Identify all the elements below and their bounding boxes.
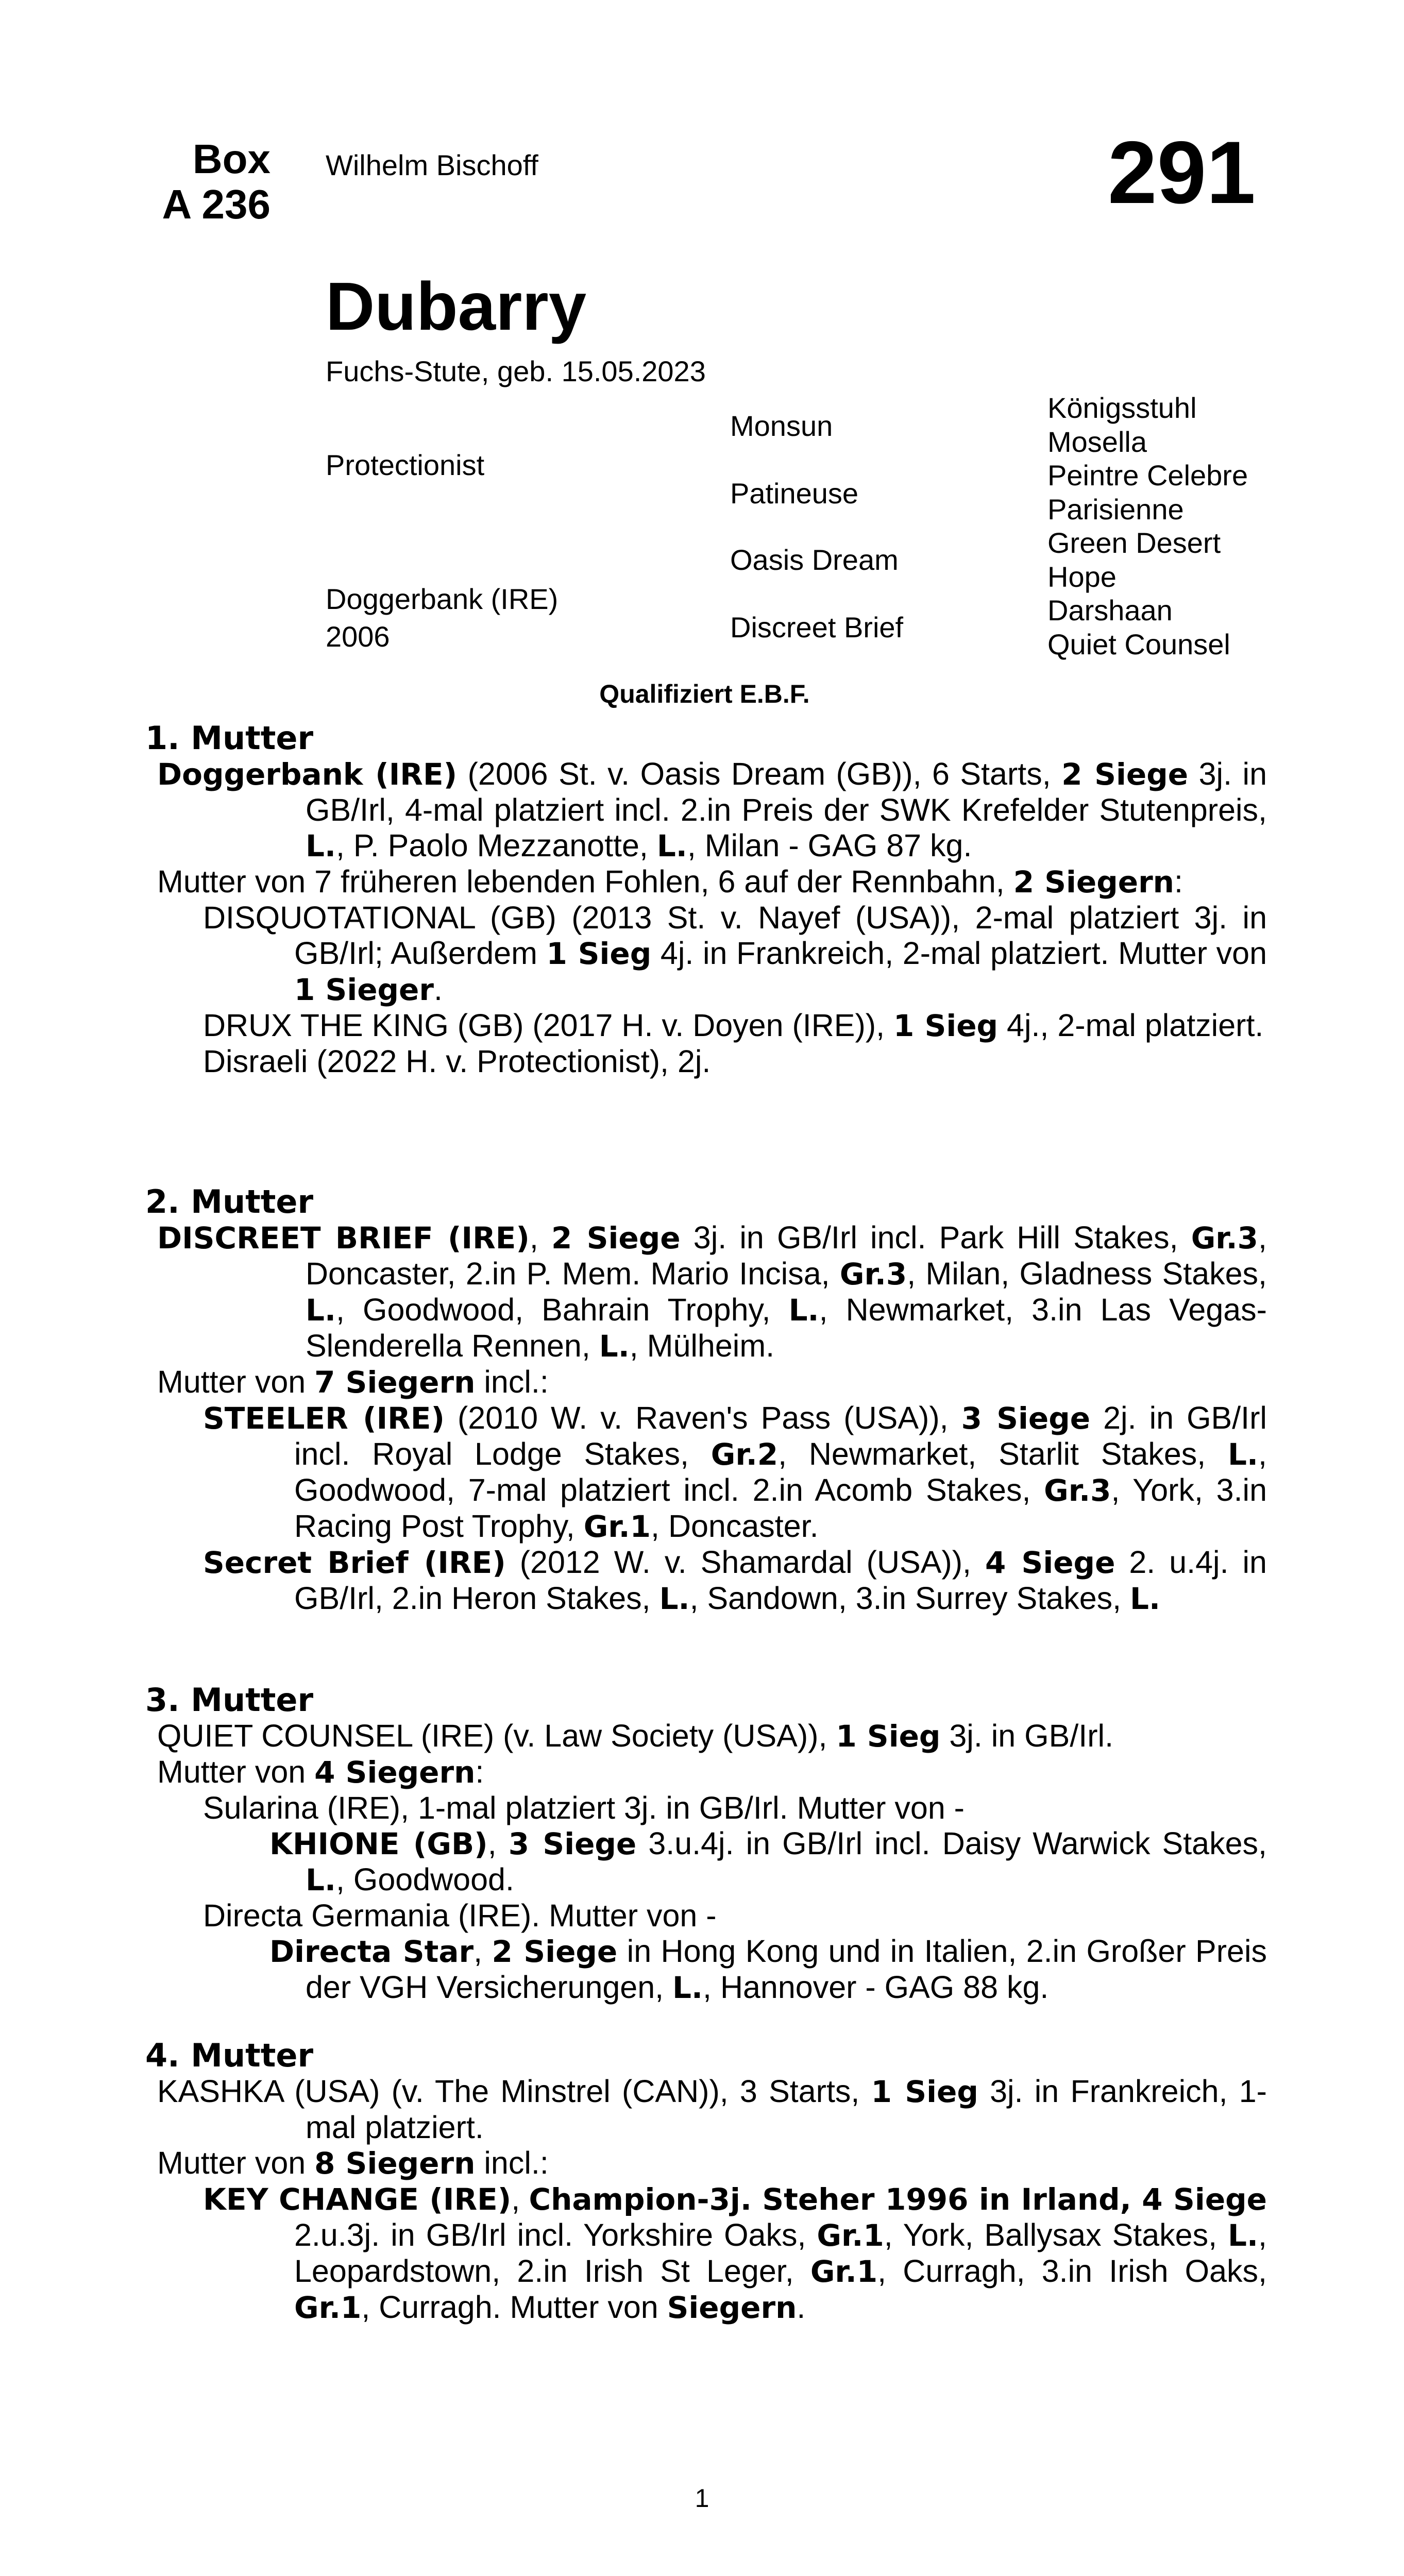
bold-text: L.	[599, 1329, 630, 1364]
text: , Sandown, 3.in Surrey Stakes,	[689, 1581, 1130, 1616]
text: DRUX THE KING (GB) (2017 H. v. Doyen (IRE)),	[203, 1008, 894, 1043]
section-heading: 2. Mutter	[145, 1183, 314, 1221]
bold-text: Gr.2	[711, 1437, 779, 1472]
section-1-mutter	[145, 720, 1267, 1079]
entry-paragraph	[145, 900, 1267, 1008]
bold-text: 1 Sieg	[546, 936, 652, 971]
horse-description: Fuchs-Stute, geb. 15.05.2023	[326, 355, 706, 387]
entry-paragraph	[145, 1718, 1267, 1754]
bold-text: 1 Sieg	[893, 1008, 999, 1043]
text: , Newmarket, Starlit Stakes,	[778, 1436, 1228, 1471]
bold-text: L.	[306, 1862, 336, 1897]
text: , P. Paolo Mezzanotte,	[336, 828, 657, 863]
text: , Goodwood, 7-mal platziert incl. 2.in Acomb Stakes,	[294, 1436, 1267, 1507]
text: QUIET COUNSEL (IRE) (v. Law Society (USA)),	[157, 1718, 836, 1753]
bold-text: Siegern	[667, 2290, 797, 2325]
text: ,	[473, 1934, 492, 1969]
text: incl.:	[475, 1364, 549, 1399]
qualification: Qualifiziert E.B.F.	[599, 680, 810, 708]
pedigree-gen2: Oasis Dream	[730, 544, 899, 576]
bold-text: 8 Siegern	[314, 2146, 476, 2181]
entry-paragraph	[145, 864, 1267, 900]
bold-text: Secret Brief (IRE)	[203, 1545, 506, 1580]
entry-paragraph	[145, 1364, 1267, 1400]
text: :	[475, 1754, 484, 1789]
entry-paragraph	[145, 1400, 1267, 1545]
pedigree-gen3: Peintre Celebre	[1047, 459, 1248, 492]
bold-text: 2 Siegern	[1013, 865, 1174, 900]
text: Mutter von	[157, 2145, 315, 2180]
text: Disraeli (2022 H. v. Protectionist), 2j.	[203, 1044, 711, 1079]
text: 2. u.4j. in GB/Irl, 2.in Heron Stakes,	[294, 1545, 1267, 1616]
bold-text: Gr.1	[817, 2218, 884, 2253]
bold-text: L.	[306, 1293, 336, 1328]
lot-number: 291	[1108, 123, 1256, 222]
box-word: Box	[192, 136, 270, 182]
entry-paragraph	[145, 1545, 1267, 1617]
text: , York, Ballysax Stakes,	[884, 2217, 1228, 2252]
pedigree-gen2: Discreet Brief	[730, 611, 904, 643]
pedigree-gen2: Patineuse	[730, 477, 859, 510]
horse-name: Dubarry	[326, 268, 587, 344]
text: 3.u.4j. in GB/Irl incl. Daisy Warwick Stakes,	[636, 1826, 1267, 1861]
text: .	[434, 972, 443, 1007]
entry-paragraph	[145, 1898, 1267, 1934]
text: ,	[511, 2181, 529, 2216]
pedigree-gen2: Monsun	[730, 410, 833, 442]
entry-paragraph	[145, 1826, 1267, 1898]
box-label	[129, 137, 270, 227]
breeder: Wilhelm Bischoff	[326, 149, 538, 181]
text: , Milan - GAG 87 kg.	[687, 828, 972, 863]
bold-text: L.	[1130, 1581, 1161, 1616]
entry-paragraph	[145, 2145, 1267, 2181]
bold-text: Champion-3j. Steher 1996 in Irland, 4 Siege	[529, 2182, 1267, 2217]
text: 2j. in GB/Irl incl. Royal Lodge Stakes,	[294, 1400, 1267, 1471]
bold-text: Gr.3	[1191, 1221, 1259, 1256]
text: Mutter von 7 früheren lebenden Fohlen, 6 auf der Rennbahn,	[157, 864, 1013, 899]
bold-text: L.	[659, 1581, 690, 1616]
text: , Leopardstown, 2.in Irish St Leger,	[294, 2217, 1267, 2289]
bold-text: DISCREET BRIEF (IRE)	[157, 1221, 530, 1256]
text: Sularina (IRE), 1-mal platziert 3j. in GB/Irl. Mutter von -	[203, 1790, 965, 1825]
text: , Goodwood, Bahrain Trophy,	[336, 1292, 789, 1327]
text: .	[797, 2290, 806, 2325]
bold-text: 2 Siege	[492, 1934, 618, 1969]
pedigree-gen3: Königsstuhl	[1047, 392, 1197, 424]
pedigree-dam-year: 2006	[326, 620, 390, 653]
pedigree-gen3: Darshaan	[1047, 594, 1173, 626]
bold-text: KEY CHANGE (IRE)	[203, 2182, 512, 2217]
entry-paragraph	[145, 1044, 1267, 1079]
text: 4j., 2-mal platziert.	[998, 1008, 1264, 1043]
text: , Hannover - GAG 88 kg.	[703, 1970, 1049, 2005]
text: 3j. in Frankreich, 1-mal platziert.	[306, 2074, 1267, 2145]
pedigree-gen3: Parisienne	[1047, 493, 1184, 526]
entry-paragraph	[145, 2074, 1267, 2145]
bold-text: 4 Siege	[985, 1545, 1115, 1580]
text: 3j. in GB/Irl incl. Park Hill Stakes,	[680, 1220, 1191, 1255]
bold-text: Directa Star	[269, 1934, 474, 1969]
text: (2012 W. v. Shamardal (USA)),	[505, 1545, 985, 1580]
bold-text: 2 Siege	[1061, 757, 1189, 792]
text: , Doncaster, 2.in P. Mem. Mario Incisa,	[306, 1220, 1267, 1291]
pedigree-sire: Protectionist	[326, 449, 485, 481]
text: 2.u.3j. in GB/Irl incl. Yorkshire Oaks,	[294, 2217, 817, 2252]
text: , Curragh, 3.in Irish Oaks,	[877, 2253, 1267, 2289]
text: (2006 St. v. Oasis Dream (GB)), 6 Starts,	[457, 756, 1062, 791]
bold-text: 1 Sieger	[294, 972, 434, 1007]
pedigree-gen3: Hope	[1047, 561, 1117, 593]
bold-text: Doggerbank (IRE)	[157, 757, 458, 792]
text: Directa Germania (IRE). Mutter von -	[203, 1898, 717, 1933]
bold-text: 1 Sieg	[836, 1719, 941, 1754]
entry-paragraph	[145, 1754, 1267, 1790]
pedigree-dam: Doggerbank (IRE)	[326, 583, 559, 615]
text: 3j. in GB/Irl.	[940, 1718, 1114, 1753]
bold-text: L.	[1228, 2218, 1259, 2253]
bold-text: Gr.3	[1044, 1473, 1111, 1508]
entry-paragraph	[145, 1790, 1267, 1826]
text: :	[1174, 864, 1183, 899]
bold-text: KHIONE (GB)	[269, 1826, 488, 1861]
text: KASHKA (USA) (v. The Minstrel (CAN)), 3 Starts,	[157, 2074, 871, 2109]
text: (2010 W. v. Raven's Pass (USA)),	[444, 1400, 961, 1435]
bold-text: Gr.1	[583, 1509, 651, 1544]
bold-text: L.	[1228, 1437, 1259, 1472]
bold-text: 1 Sieg	[871, 2074, 978, 2109]
text: ,	[487, 1826, 509, 1861]
section-heading: 1. Mutter	[145, 719, 314, 757]
bold-text: Gr.3	[839, 1257, 907, 1292]
text: , Doncaster.	[651, 1509, 819, 1544]
section-3-mutter	[145, 1682, 1267, 2006]
bold-text: 3 Siege	[961, 1401, 1091, 1436]
entry-paragraph	[145, 2181, 1267, 2326]
bold-text: 4 Siegern	[314, 1755, 476, 1790]
text: , Curragh. Mutter von	[361, 2290, 667, 2325]
box-number: A 236	[162, 181, 270, 227]
pedigree-gen3: Mosella	[1047, 426, 1147, 458]
page-number: 1	[695, 2484, 709, 2513]
bold-text: L.	[788, 1293, 819, 1328]
bold-text: 7 Siegern	[314, 1365, 476, 1400]
section-2-mutter	[145, 1184, 1267, 1617]
bold-text: L.	[656, 828, 687, 863]
text: , Newmarket, 3.in Las Vegas-Slenderella Rennen,	[306, 1292, 1267, 1363]
entry-paragraph	[145, 756, 1267, 864]
bold-text: Gr.1	[810, 2254, 878, 2289]
text: incl.:	[475, 2145, 549, 2180]
text: 4j. in Frankreich, 2-mal platziert. Mutter von	[651, 936, 1267, 971]
text: Mutter von	[157, 1754, 315, 1789]
bold-text: STEELER (IRE)	[203, 1401, 445, 1436]
text: Mutter von	[157, 1364, 315, 1399]
section-heading: 3. Mutter	[145, 1681, 314, 1719]
text: 3j. in GB/Irl, 4-mal platziert incl. 2.in Preis der SWK Krefelder Stutenpreis,	[306, 756, 1267, 827]
text: , Milan, Gladness Stakes,	[907, 1256, 1267, 1291]
bold-text: L.	[672, 1970, 703, 2005]
section-heading: 4. Mutter	[145, 2037, 314, 2074]
text: ,	[529, 1220, 551, 1255]
entry-paragraph	[145, 1934, 1267, 2006]
pedigree-gen3: Green Desert	[1047, 527, 1221, 559]
text: DISQUOTATIONAL (GB) (2013 St. v. Nayef (USA)), 2-mal platziert 3j. in GB/Irl; Außerdem	[203, 900, 1267, 971]
entry-paragraph	[145, 1220, 1267, 1364]
text: , Goodwood.	[336, 1862, 514, 1897]
text: in Hong Kong und in Italien, 2.in Großer Preis der VGH Versicherungen,	[306, 1934, 1267, 2005]
entry-paragraph	[145, 1008, 1267, 1044]
bold-text: L.	[306, 828, 336, 863]
bold-text: 3 Siege	[508, 1826, 637, 1861]
bold-text: Gr.1	[294, 2290, 362, 2325]
text: , York, 3.in Racing Post Trophy,	[294, 1472, 1267, 1544]
section-4-mutter	[145, 2038, 1267, 2326]
bold-text: 2 Siege	[551, 1221, 681, 1256]
text: , Mülheim.	[629, 1328, 775, 1363]
pedigree-gen3: Quiet Counsel	[1047, 628, 1230, 660]
